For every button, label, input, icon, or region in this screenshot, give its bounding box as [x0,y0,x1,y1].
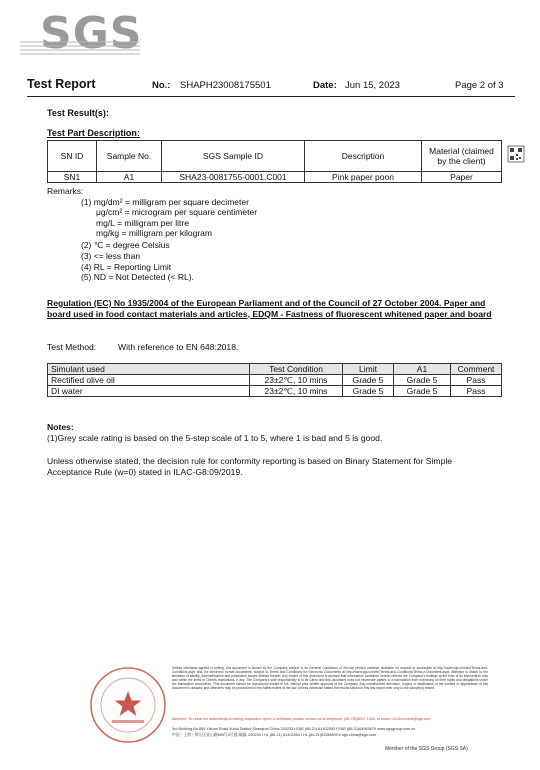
cell-comment: Pass [451,375,502,386]
col-header-comment: Comment [451,364,502,375]
cell-limit: Grade 5 [343,386,394,397]
page-number: Page 2 of 3 [455,80,504,91]
cell-description: Pink paper poon [305,172,422,183]
cell-limit: Grade 5 [343,375,394,386]
col-header-sample-no: Sample No. [97,141,162,172]
results-table [47,363,502,397]
cell-condition: 23±2℃, 10 mins [250,386,343,397]
remark-item: mg/L = milligram per litre [96,217,189,228]
header-divider [27,96,515,97]
part-description-heading: Test Part Description: [47,128,140,138]
report-date-value: Jun 15, 2023 [345,80,400,91]
col-header-description: Description [305,141,422,172]
decision-rule-text: Unless otherwise stated, the decision rule for conformity reporting is based on Binary Statement for Simple Acceptance Rule (w=0) stated in ILAC-G8:09/2019. [47,456,453,477]
remark-item: (4) RL = Reporting Limit [81,261,172,272]
col-header-simulant: Simulant used [48,364,250,375]
cell-sn-id: SN1 [48,172,97,183]
col-header-condition: Test Condition [250,364,343,375]
remarks-title: Remarks: [47,186,84,196]
col-header-a1: A1 [394,364,451,375]
cell-sgs-sample-id: SHA23-0081755-0001.C001 [162,172,305,183]
report-date-label: Date: [313,80,337,91]
remarks-block [47,186,257,283]
col-header-material: Material (claimed by the client) [422,141,502,172]
report-title: Test Report [27,77,96,91]
remark-item: (3) <= less than [81,251,141,261]
table-row [48,375,502,386]
cell-a1: Grade 5 [394,375,451,386]
logo-lines-graphic [20,38,140,60]
table-row [48,386,502,397]
col-header-sn-id: SN ID [48,141,97,172]
report-no-value: SHAPH23008175501 [180,80,271,91]
remark-item: μg/cm² = microgram per square centimeter [96,207,258,217]
test-method-value: With reference to EN 648:2018. [118,342,239,352]
authenticity-notice: Attention: To check the authenticity of testing /inspection report & certificate, please contact us at telephone: (86-755)8307 1443, or email: CN.Doccheck@sgs.com [172,717,431,721]
cell-a1: Grade 5 [394,386,451,397]
notes-heading: Notes: [47,422,74,432]
remark-item: mg/kg = milligram per kilogram [96,228,212,238]
cell-condition: 23±2℃, 10 mins [250,375,343,386]
address-block [172,727,492,738]
sgs-logo: SGS [40,8,143,59]
legal-fine-print: Unless otherwise agreed in writing, this document is issued by the Company subject to its General Conditions of Service printed overleaf, available on request or accessible at http://www.sgs.com/en/Terms-and-Conditions.aspx and, for electronic format documents, subject to Terms and Conditions for Electronic Documents at http://www.sgs.com/en/Terms-and-Conditions/Terms-e-Document.aspx. Attention is drawn to the limitation of liability, indemnification and jurisdiction issues defined therein. Any holder of this document is advised that information contained hereon reflects the Company's findings at the time of its intervention only and within the limits of Client's instructions, if any. The Company's sole responsibility is to its Client and this document does not exonerate parties to a transaction from exercising all their rights and obligations under the transaction documents. This document cannot be reproduced except in full, without prior written approval of the Company. Any unauthorized alteration, forgery or falsification of the content or appearance of this document is unlawful and offenders may be prosecuted to the fullest extent of the law. Unless otherwise stated the results shown in this test report refer only to the sample(s) tested. [172,666,488,691]
part-description-table [47,140,502,183]
remark-item: (1) mg/dm² = milligram per square decimeter [81,196,249,207]
cell-material: Paper [422,172,502,183]
table-header-row [48,364,502,375]
test-method-label: Test Method: [47,342,97,352]
col-header-limit: Limit [343,364,394,375]
cell-simulant: DI water [48,386,250,397]
note-item: (1)Grey scale rating is based on the 5-step scale of 1 to 5, where 1 is bad and 5 is good. [47,433,383,443]
table-header-row [48,141,502,172]
regulation-heading: Regulation (EC) No 1935/2004 of the European Parliament and of the Council of 27 October 2004. Paper and board used in food contact materials and articles, EDQM - Fastness of fluorescent whitened paper and board [47,298,492,319]
table-row [48,172,502,183]
qr-code-icon [507,145,525,163]
cell-simulant: Rectified olive oil [48,375,250,386]
cell-sample-no: A1 [97,172,162,183]
company-seal-stamp [88,665,168,745]
remark-item: (5) ND = Not Detected (< RL). [81,272,194,282]
address-line-cn: 中国・上海・徐汇区宜山路889号3号楼 邮编: 200233 t HL (86-21) 61402594 f HL (86-21)61156899 e sgs.china@sgs.com [172,733,376,737]
report-no-label: No.: [152,80,171,91]
col-header-sgs-sample-id: SGS Sample ID [162,141,305,172]
address-line-en: 3rd Building,No.889 Yishan Road Xuhui District,Shanghai China 200233 t E&E (86-21) 61402553 f E&E (86-21)64953679 www.sgsgroup.com.cn [172,727,416,731]
sgs-member-note: Member of the SGS Group (SGS SA) [385,746,468,752]
results-heading: Test Result(s): [47,108,109,118]
cell-comment: Pass [451,386,502,397]
remark-item: (2) ℃ = degree Celsius [81,239,170,250]
